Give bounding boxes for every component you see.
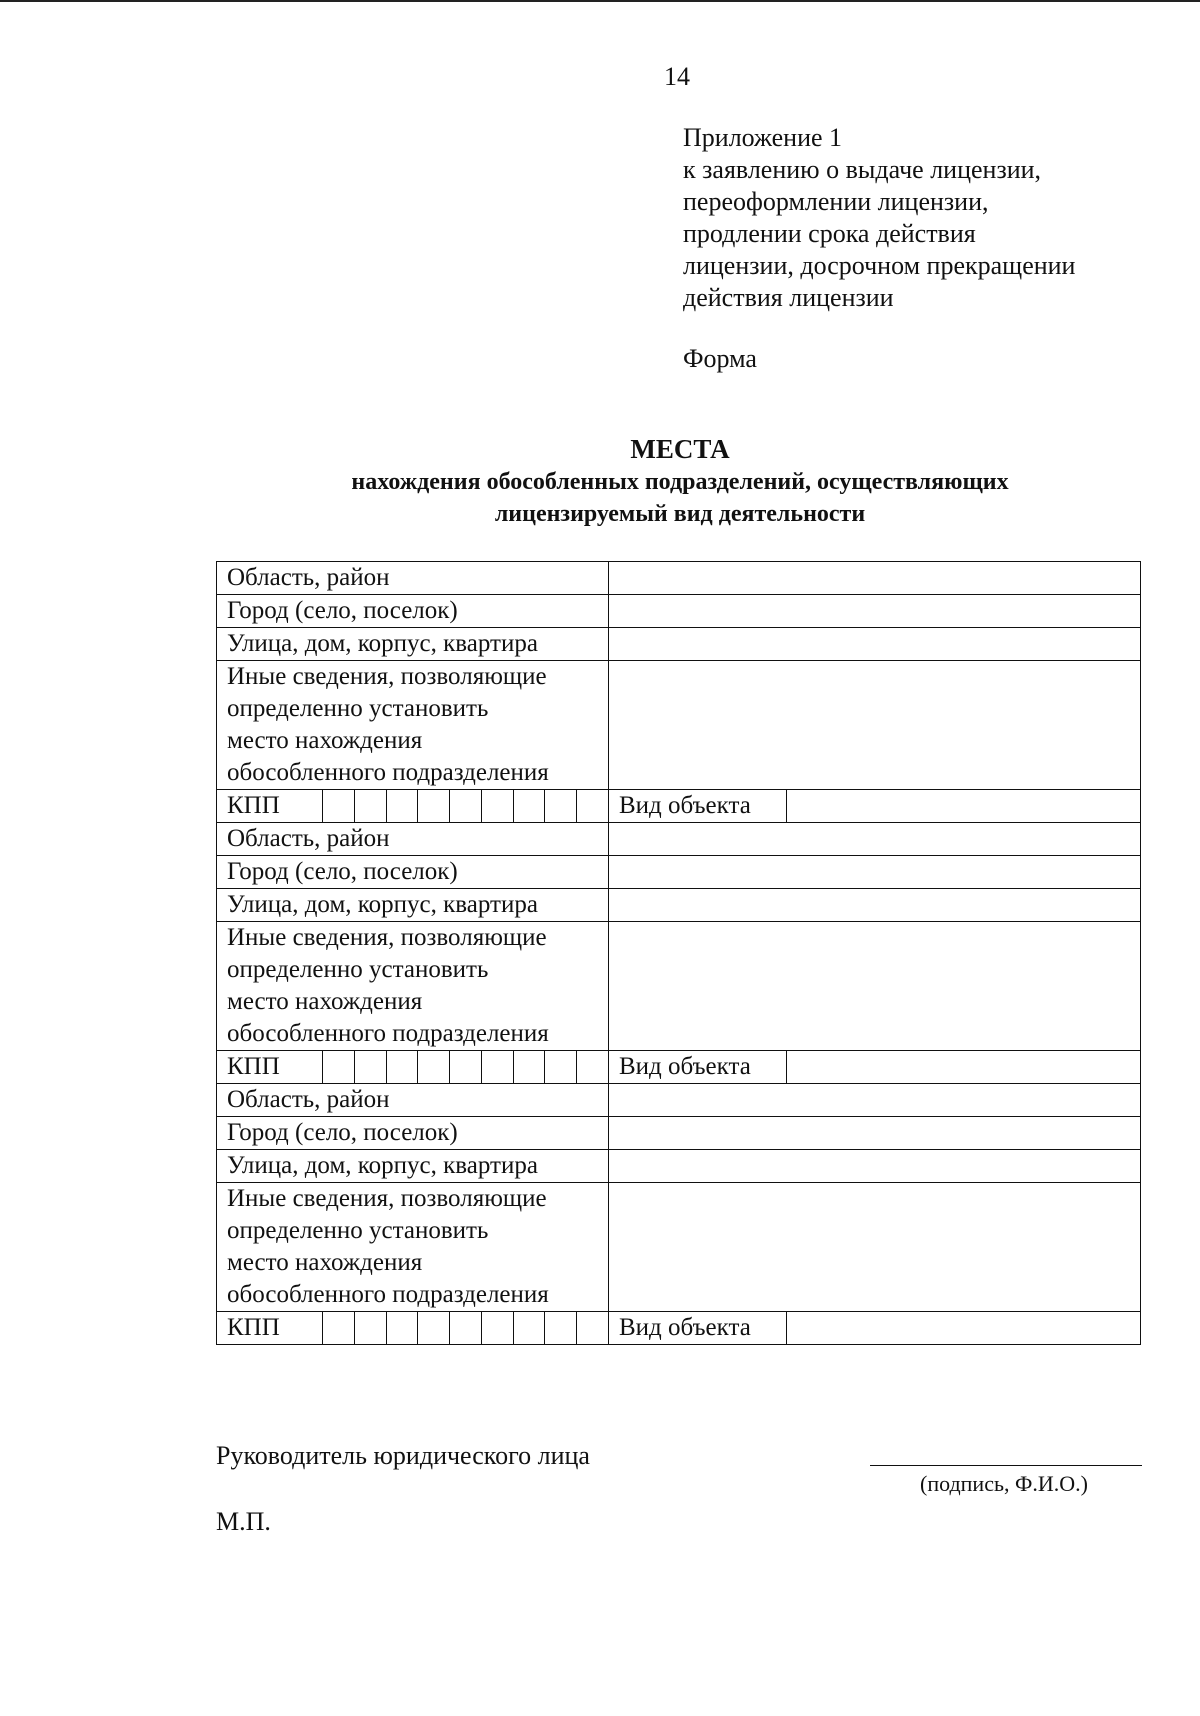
region-field[interactable] (609, 823, 1141, 856)
street-field[interactable] (609, 889, 1141, 922)
kpp-digit-box[interactable] (386, 1312, 418, 1344)
kpp-digit-box[interactable] (481, 1051, 513, 1083)
object-type-field[interactable] (787, 790, 1140, 822)
other-info-line: определенно установить (227, 695, 489, 722)
city-field[interactable] (609, 595, 1141, 628)
kpp-label: КПП (227, 1314, 280, 1341)
other-info-line: место нахождения (227, 1249, 423, 1276)
street-label: Улица, дом, корпус, квартира (217, 628, 609, 661)
table-row-region (217, 823, 1141, 856)
kpp-digit-box[interactable] (449, 1051, 481, 1083)
top-border-line (0, 0, 1200, 2)
region-field[interactable] (609, 1084, 1141, 1117)
region-field[interactable] (609, 562, 1141, 595)
kpp-digit-box[interactable] (544, 1312, 576, 1344)
kpp-digit-box[interactable] (513, 1051, 545, 1083)
kpp-label: КПП (227, 1053, 280, 1080)
kpp-digit-box[interactable] (576, 1051, 608, 1083)
kpp-digit-box[interactable] (417, 1051, 449, 1083)
other-info-line: Иные сведения, позволяющие (227, 663, 547, 690)
kpp-digit-box[interactable] (354, 790, 386, 822)
title-subtitle-line: лицензируемый вид деятельности (494, 501, 866, 527)
table-row-city (217, 1117, 1141, 1150)
other-info-line: обособленного подразделения (227, 759, 549, 786)
table-row-street (217, 1150, 1141, 1183)
other-info-line: место нахождения (227, 727, 423, 754)
city-label: Город (село, поселок) (217, 856, 609, 889)
table-row-city (217, 595, 1141, 628)
city-field[interactable] (609, 856, 1141, 889)
other-info-line: Иные сведения, позволяющие (227, 1185, 547, 1212)
table-row-street (217, 889, 1141, 922)
object-type-cell (609, 1312, 1141, 1345)
table-row-kpp (217, 1051, 1141, 1084)
kpp-digit-box[interactable] (544, 790, 576, 822)
object-type-field[interactable] (787, 1312, 1140, 1344)
other-info-line: Иные сведения, позволяющие (227, 924, 547, 951)
city-label: Город (село, поселок) (217, 595, 609, 628)
stamp-place-label: М.П. (216, 1507, 271, 1536)
kpp-digit-box[interactable] (449, 790, 481, 822)
other-info-label (217, 661, 609, 790)
region-label: Область, район (217, 1084, 609, 1117)
page-number: 14 (664, 62, 690, 91)
appendix-line: лицензии, досрочном прекращении (683, 251, 1076, 280)
kpp-digit-box[interactable] (322, 790, 354, 822)
kpp-digit-box[interactable] (576, 1312, 608, 1344)
kpp-digit-box[interactable] (354, 1051, 386, 1083)
kpp-digit-box[interactable] (544, 1051, 576, 1083)
table-row-kpp (217, 790, 1141, 823)
other-info-line: определенно установить (227, 956, 489, 983)
kpp-digit-box[interactable] (417, 1312, 449, 1344)
other-info-line: место нахождения (227, 988, 423, 1015)
object-type-cell (609, 790, 1141, 823)
title-subtitle-line: нахождения обособленных подразделений, осуществляющих (351, 469, 1009, 495)
kpp-digit-box[interactable] (354, 1312, 386, 1344)
appendix-line: переоформлении лицензии, (683, 187, 989, 216)
kpp-digit-box[interactable] (576, 790, 608, 822)
kpp-label: КПП (227, 792, 280, 819)
kpp-digit-box[interactable] (449, 1312, 481, 1344)
appendix-note (683, 122, 1153, 314)
street-label: Улица, дом, корпус, квартира (217, 889, 609, 922)
kpp-digit-box[interactable] (513, 1312, 545, 1344)
appendix-line: действия лицензии (683, 283, 894, 312)
signature-line[interactable] (870, 1465, 1142, 1466)
kpp-cell (217, 1312, 609, 1345)
region-label: Область, район (217, 823, 609, 856)
table-row-city (217, 856, 1141, 889)
appendix-line: к заявлению о выдаче лицензии, (683, 155, 1042, 184)
table-row-other-info (217, 1183, 1141, 1312)
kpp-cell (217, 790, 609, 823)
city-field[interactable] (609, 1117, 1141, 1150)
object-type-label: Вид объекта (609, 1051, 787, 1083)
street-field[interactable] (609, 1150, 1141, 1183)
document-title (200, 432, 1160, 530)
head-of-entity-label: Руководитель юридического лица (216, 1441, 590, 1470)
other-info-field[interactable] (609, 1183, 1141, 1312)
other-info-field[interactable] (609, 661, 1141, 790)
kpp-digit-box[interactable] (417, 790, 449, 822)
appendix-line: продлении срока действия (683, 219, 976, 248)
kpp-digit-box[interactable] (481, 1312, 513, 1344)
other-info-label (217, 1183, 609, 1312)
other-info-label (217, 922, 609, 1051)
kpp-digit-box[interactable] (481, 790, 513, 822)
object-type-cell (609, 1051, 1141, 1084)
other-info-field[interactable] (609, 922, 1141, 1051)
signature-caption: (подпись, Ф.И.О.) (920, 1471, 1088, 1496)
kpp-digit-box[interactable] (322, 1051, 354, 1083)
region-label: Область, район (217, 562, 609, 595)
table-row-kpp (217, 1312, 1141, 1345)
table-row-street (217, 628, 1141, 661)
object-type-label: Вид объекта (609, 790, 787, 822)
street-field[interactable] (609, 628, 1141, 661)
kpp-digit-box[interactable] (322, 1312, 354, 1344)
object-type-field[interactable] (787, 1051, 1140, 1083)
kpp-cell (217, 1051, 609, 1084)
table-row-region (217, 562, 1141, 595)
object-type-label: Вид объекта (609, 1312, 787, 1344)
form-label: Форма (683, 344, 757, 373)
table-row-other-info (217, 922, 1141, 1051)
kpp-digit-box[interactable] (513, 790, 545, 822)
city-label: Город (село, поселок) (217, 1117, 609, 1150)
other-info-line: обособленного подразделения (227, 1281, 549, 1308)
kpp-digit-box[interactable] (386, 1051, 418, 1083)
appendix-line: Приложение 1 (683, 123, 843, 152)
locations-form-table (216, 561, 1141, 1345)
kpp-digit-box[interactable] (386, 790, 418, 822)
table-row-region (217, 1084, 1141, 1117)
title-main: МЕСТА (630, 434, 730, 464)
street-label: Улица, дом, корпус, квартира (217, 1150, 609, 1183)
other-info-line: определенно установить (227, 1217, 489, 1244)
table-row-other-info (217, 661, 1141, 790)
other-info-line: обособленного подразделения (227, 1020, 549, 1047)
